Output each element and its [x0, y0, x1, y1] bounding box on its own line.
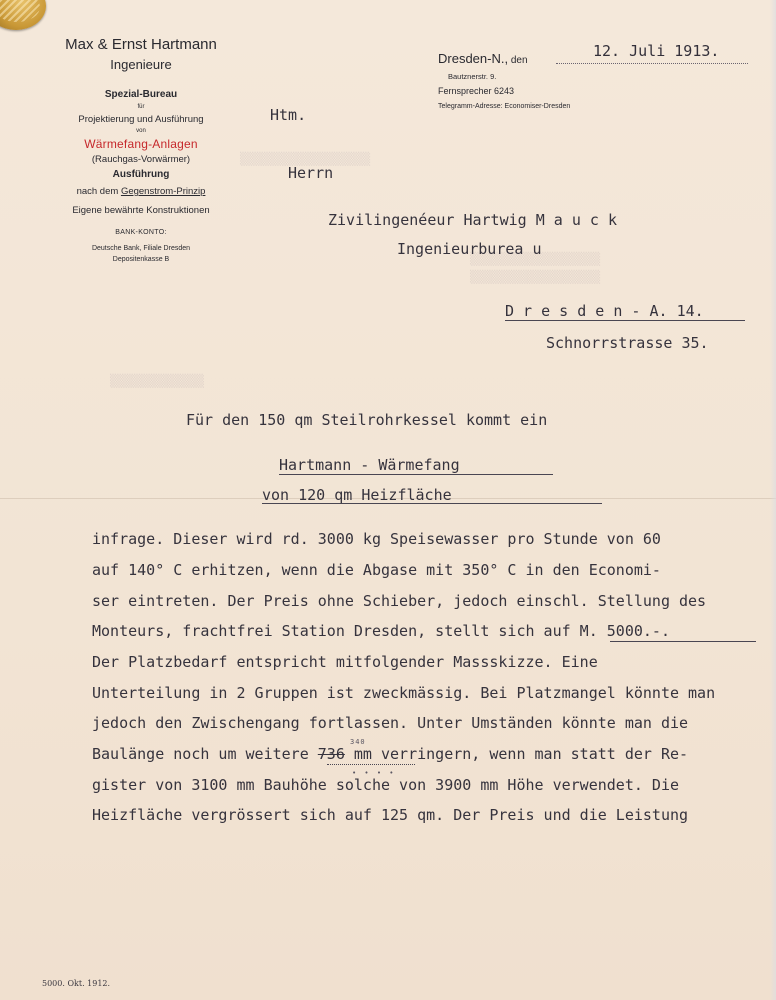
- recipient-name: Zivilingenéeur Hartwig M a u c k: [328, 211, 617, 229]
- struck-number: 736: [317, 745, 345, 763]
- dotted-underline: [327, 764, 415, 765]
- gegen-prefix: nach dem: [76, 186, 121, 197]
- company-subtitle: Ingenieure: [110, 57, 172, 72]
- bleed-through-mark: ▒▒▒▒▒▒▒▒▒▒▒▒▒▒▒▒▒▒: [470, 270, 601, 284]
- product-title: Hartmann - Wärmefang: [279, 456, 460, 474]
- bank-name: Deutsche Bank, Filiale Dresden: [91, 245, 191, 252]
- letterhead-von: von: [136, 128, 146, 134]
- body-line-rest: mm verringern, wenn man statt der Re-: [344, 745, 689, 763]
- body-line: Heizfläche vergrössert sich auf 125 qm. Der Preis und die Leistung: [92, 806, 689, 824]
- letterhead-projektierung: Projektierung und Ausführung: [78, 114, 204, 125]
- sender-den: den: [508, 55, 528, 66]
- product-title-underline: [279, 474, 553, 475]
- body-line: gister von 3100 mm Bauhöhe solche von 3900 mm Höhe verwendet. Die: [92, 776, 679, 794]
- letterhead-rauchgas: (Rauchgas-Vorwärmer): [91, 154, 191, 165]
- body-line: auf 140° C erhitzen, wenn die Abgase mit 350° C in den Economi-: [92, 561, 661, 579]
- company-name: Max & Ernst Hartmann: [65, 36, 217, 53]
- bank-branch: Depositenkasse B: [112, 256, 170, 263]
- letterhead-gegenstrom: [38, 186, 244, 197]
- sender-city: [438, 51, 528, 66]
- body-line: jedoch den Zwischengang fortlassen. Unter Umständen könnte man die: [92, 714, 689, 732]
- recipient-street: Schnorrstrasse 35.: [546, 334, 709, 352]
- body-line: infrage. Dieser wird rd. 3000 kg Speisewasser pro Stunde von 60: [92, 530, 661, 548]
- price-underline: [610, 641, 756, 642]
- product-spec: von 120 qm Heizfläche: [262, 486, 452, 504]
- sender-city-name: Dresden-N.,: [438, 51, 509, 66]
- bleed-through-mark: ▒▒▒▒▒▒▒▒▒▒▒▒▒: [110, 374, 204, 388]
- body-line: Der Platzbedarf entspricht mitfolgender Massskizze. Eine: [92, 653, 598, 671]
- body-line: ser eintreten. Der Preis ohne Schieber, jedoch einschl. Stellung des: [92, 592, 707, 610]
- bleed-through-mark: ▒▒▒▒▒▒▒▒▒▒▒▒▒▒▒▒▒▒: [470, 252, 601, 266]
- body-line-start: Baulänge noch um weitere: [92, 745, 309, 763]
- bleed-through-mark: ▒▒▒▒▒▒▒▒▒▒▒▒▒▒▒▒▒▒: [240, 152, 371, 166]
- letterhead-waermefang: Wärmefang-Anlagen: [84, 137, 198, 151]
- recipient-city-underline: [505, 320, 745, 321]
- body-line: Unterteilung in 2 Gruppen ist zweckmässig. Bei Platzmangel könnte man: [92, 684, 716, 702]
- letter-date: 12. Juli 1913.: [593, 42, 720, 60]
- bank-title: BANK-KONTO:: [115, 229, 167, 236]
- body-line: Monteurs, frachtfrei Station Dresden, stellt sich auf M. 5000.-.: [92, 622, 670, 640]
- recipient-city: D r e s d e n - A. 14.: [505, 302, 704, 320]
- overwrite-number: 340: [350, 738, 366, 746]
- intro-line: Für den 150 qm Steilrohrkessel kommt ein: [186, 411, 548, 429]
- sender-street: Bautznerstr. 9.: [448, 72, 497, 81]
- letterhead-ausfuehrung: Ausführung: [112, 169, 170, 180]
- page-edge: [770, 0, 776, 1000]
- letterhead-spezial: Spezial-Bureau: [104, 89, 178, 100]
- letterhead-fuer: für: [137, 104, 145, 110]
- correction-dots: • • • •: [352, 769, 396, 777]
- print-note: 5000. Okt. 1912.: [42, 979, 111, 988]
- body-line: [92, 745, 688, 763]
- sender-phone: Fernsprecher 6243: [438, 86, 515, 96]
- letterhead-eigene: Eigene bewährte Konstruktionen: [72, 205, 210, 216]
- gegen-underlined: Gegenstrom-Prinzip: [120, 186, 206, 197]
- salutation: Herrn: [288, 164, 334, 182]
- recipient-bureau: Ingenieurburea u: [397, 240, 542, 258]
- gold-seal-icon: [0, 0, 46, 30]
- date-dotted-line: [556, 63, 748, 64]
- sender-telegram: Telegramm-Adresse: Economiser-Dresden: [438, 103, 571, 110]
- reference-code: Htm.: [270, 106, 307, 124]
- product-spec-underline: [262, 503, 602, 504]
